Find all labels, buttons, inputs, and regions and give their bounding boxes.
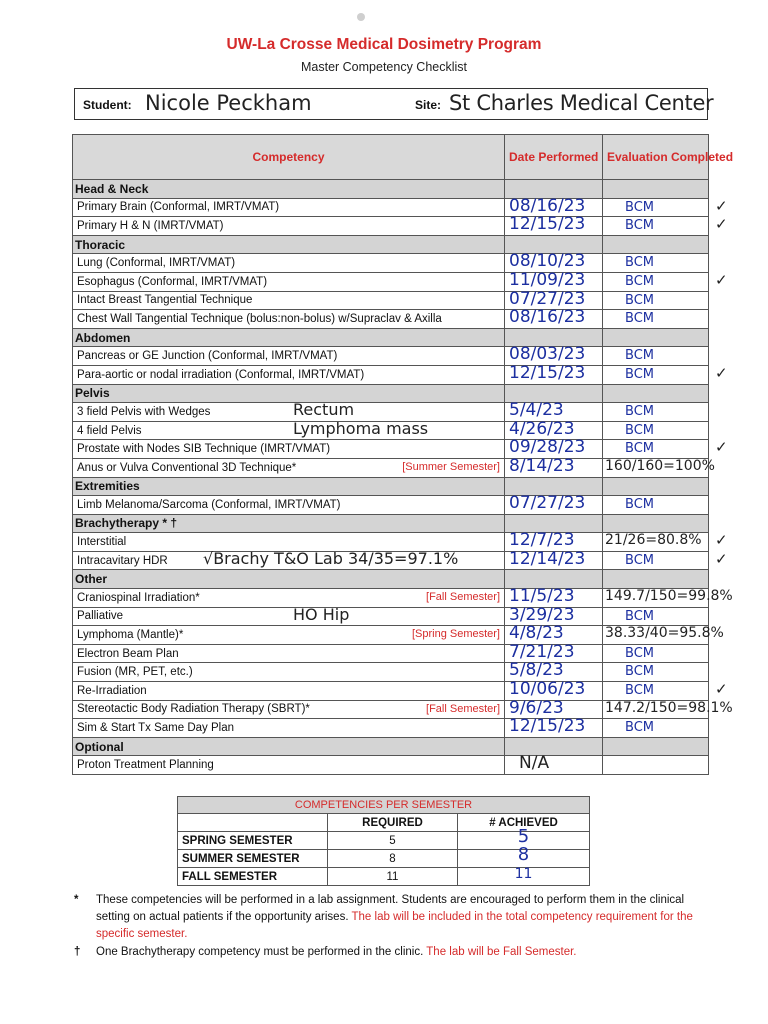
achieved-count-cell[interactable] bbox=[458, 844, 590, 868]
evaluation-cell[interactable] bbox=[603, 457, 715, 477]
handwritten-annotation: Rectum bbox=[293, 400, 355, 420]
date-performed-cell[interactable] bbox=[505, 307, 603, 329]
competency-label: Chest Wall Tangential Technique (bolus:non-bolus) w/Supraclav & Axilla bbox=[77, 312, 442, 325]
competency-row bbox=[73, 421, 709, 440]
competency-label: 4 field Pelvis bbox=[77, 424, 142, 437]
evaluator-initials: BCM bbox=[625, 664, 654, 680]
evaluation-cell[interactable] bbox=[603, 699, 733, 719]
check-mark-icon: ✓ bbox=[715, 196, 728, 215]
competency-row bbox=[73, 682, 709, 701]
date-performed: 3/29/23 bbox=[509, 604, 575, 625]
date-performed: 12/7/23 bbox=[509, 530, 575, 551]
semester-label: SPRING SEMESTER bbox=[178, 832, 328, 850]
date-performed: 12/15/23 bbox=[509, 362, 586, 383]
section-header-row bbox=[73, 180, 709, 199]
competency-cell bbox=[73, 365, 505, 384]
evaluation-cell[interactable] bbox=[603, 549, 728, 570]
competency-cell bbox=[73, 663, 505, 682]
site-label: Site: bbox=[415, 98, 442, 112]
competency-cell bbox=[73, 458, 505, 477]
competency-cell bbox=[73, 682, 505, 701]
check-mark-icon: ✓ bbox=[715, 270, 728, 289]
competency-label: Anus or Vulva Conventional 3D Technique* bbox=[77, 461, 297, 474]
dagger-symbol: † bbox=[74, 946, 81, 958]
competency-label: Electron Beam Plan bbox=[77, 647, 179, 660]
evaluator-initials: 21/26=80.8% bbox=[605, 532, 702, 549]
evaluator-initials: BCM bbox=[625, 441, 654, 457]
date-column-header: Date Performed bbox=[505, 135, 603, 180]
evaluation-cell[interactable] bbox=[603, 254, 709, 273]
competency-row bbox=[73, 700, 709, 719]
date-performed-cell[interactable] bbox=[505, 455, 603, 477]
date-performed: 09/28/23 bbox=[509, 437, 586, 458]
evaluation-cell[interactable] bbox=[603, 196, 728, 217]
site-name[interactable]: St Charles Medical Center bbox=[449, 91, 714, 115]
competency-cell bbox=[73, 700, 505, 719]
evaluator-initials: BCM bbox=[625, 273, 654, 289]
check-mark-icon: ✓ bbox=[715, 438, 728, 457]
section-header-row bbox=[73, 235, 709, 254]
competency-label: Limb Melanoma/Sarcoma (Conformal, IMRT/VMAT) bbox=[77, 498, 341, 511]
semester-table-title: COMPETENCIES PER SEMESTER bbox=[178, 797, 590, 814]
section-title: Other bbox=[73, 570, 505, 589]
competency-row bbox=[73, 756, 709, 775]
evaluator-initials: BCM bbox=[625, 292, 654, 308]
student-label: Student: bbox=[83, 98, 132, 112]
evaluation-cell[interactable] bbox=[603, 496, 709, 515]
asterisk-symbol: * bbox=[74, 894, 79, 906]
section-header-row bbox=[73, 477, 709, 496]
competency-label: Primary Brain (Conformal, IMRT/VMAT) bbox=[77, 201, 280, 214]
competency-label: Stereotactic Body Radiation Therapy (SBRT)* bbox=[77, 703, 310, 716]
date-performed: 08/10/23 bbox=[509, 251, 586, 272]
competency-cell bbox=[73, 548, 505, 570]
date-performed: 9/6/23 bbox=[509, 697, 564, 718]
evaluator-initials: 149.7/150=99.8% bbox=[605, 588, 733, 605]
date-performed: 4/8/23 bbox=[509, 623, 564, 644]
footnote-dagger-text: One Brachytherapy competency must be performed in the clinic. bbox=[96, 946, 424, 958]
section-eval-blank bbox=[603, 384, 709, 403]
competency-cell bbox=[73, 310, 505, 329]
evaluator-initials: BCM bbox=[625, 366, 654, 382]
semester-label: FALL SEMESTER bbox=[178, 868, 328, 886]
evaluation-cell[interactable] bbox=[603, 663, 709, 682]
section-header-row bbox=[73, 328, 709, 347]
footnote-dagger-red-text: The lab will be Fall Semester. bbox=[426, 946, 577, 958]
date-performed: 08/16/23 bbox=[509, 195, 586, 216]
section-eval-blank bbox=[603, 514, 709, 533]
date-performed: 10/06/23 bbox=[509, 679, 586, 700]
competency-label: Fusion (MR, PET, etc.) bbox=[77, 666, 193, 679]
date-performed: 5/8/23 bbox=[509, 660, 564, 681]
competency-label: Re-Irradiation bbox=[77, 684, 147, 697]
evaluation-cell[interactable] bbox=[603, 719, 709, 738]
competency-row bbox=[73, 272, 709, 291]
competency-label: Prostate with Nodes SIB Technique (IMRT/VMAT) bbox=[77, 443, 331, 456]
evaluation-cell[interactable] bbox=[603, 607, 709, 626]
evaluator-initials: BCM bbox=[625, 720, 654, 736]
date-performed-cell[interactable] bbox=[505, 753, 603, 775]
evaluator-initials: 160/160=100% bbox=[605, 457, 715, 474]
evaluation-cell[interactable] bbox=[603, 347, 709, 366]
check-mark-icon: ✓ bbox=[715, 363, 728, 382]
section-eval-blank bbox=[603, 328, 709, 347]
evaluator-initials: BCM bbox=[625, 497, 654, 513]
date-performed-cell[interactable] bbox=[505, 493, 603, 515]
evaluation-cell[interactable] bbox=[603, 644, 709, 663]
section-eval-blank bbox=[603, 477, 709, 496]
competency-label: Lymphoma (Mantle)* bbox=[77, 629, 184, 642]
competency-cell bbox=[73, 626, 505, 645]
achieved-count: 8 bbox=[517, 844, 530, 865]
competency-label: Esophagus (Conformal, IMRT/VMAT) bbox=[77, 275, 268, 288]
competency-cell bbox=[73, 254, 505, 273]
evaluator-initials: BCM bbox=[625, 199, 654, 215]
required-column-header: REQUIRED bbox=[328, 814, 458, 832]
evaluation-cell[interactable] bbox=[603, 531, 728, 552]
evaluator-initials: 38.33/40=95.8% bbox=[605, 625, 724, 642]
competency-row bbox=[73, 254, 709, 273]
check-mark-icon: ✓ bbox=[715, 531, 728, 550]
competency-row bbox=[73, 291, 709, 310]
table-header-row bbox=[73, 135, 709, 180]
competency-cell bbox=[73, 217, 505, 236]
section-title: Thoracic bbox=[73, 235, 505, 254]
competency-row bbox=[73, 663, 709, 682]
date-performed: 4/26/23 bbox=[509, 418, 575, 439]
section-header-row bbox=[73, 514, 709, 533]
competency-label: Sim & Start Tx Same Day Plan bbox=[77, 722, 235, 735]
section-header-row bbox=[73, 570, 709, 589]
evaluation-cell[interactable] bbox=[603, 588, 733, 608]
date-performed-cell[interactable] bbox=[505, 214, 603, 236]
section-eval-blank bbox=[603, 737, 709, 756]
competency-cell bbox=[73, 719, 505, 738]
competency-label: Primary H & N (IMRT/VMAT) bbox=[77, 219, 224, 232]
date-performed: 07/27/23 bbox=[509, 493, 586, 514]
competency-row bbox=[73, 198, 709, 217]
date-performed-cell[interactable] bbox=[505, 548, 603, 570]
competency-column-header: Competency bbox=[73, 135, 505, 180]
handwritten-annotation: √Brachy T&O Lab 34/35=97.1% bbox=[203, 548, 459, 568]
date-performed: 8/14/23 bbox=[509, 455, 575, 476]
competency-table bbox=[72, 134, 734, 775]
evaluator-initials: 147.2/150=98.1% bbox=[605, 699, 733, 716]
competency-cell bbox=[73, 440, 505, 459]
competency-label: Lung (Conformal, IMRT/VMAT) bbox=[77, 257, 236, 270]
evaluator-initials: BCM bbox=[625, 311, 654, 327]
section-eval-blank bbox=[603, 180, 709, 199]
date-performed: 12/14/23 bbox=[509, 548, 586, 569]
competency-cell bbox=[73, 347, 505, 366]
required-count: 8 bbox=[328, 850, 458, 868]
competency-label: Interstitial bbox=[77, 536, 127, 549]
competency-cell bbox=[73, 644, 505, 663]
semester-note: [Fall Semester] bbox=[426, 702, 500, 715]
punch-hole-mark bbox=[357, 13, 365, 21]
competency-row bbox=[73, 626, 709, 645]
competency-label: Para-aortic or nodal irradiation (Conformal, IMRT/VMAT) bbox=[77, 368, 365, 381]
competency-row bbox=[73, 458, 709, 477]
competency-row bbox=[73, 551, 709, 570]
student-name[interactable]: Nicole Peckham bbox=[145, 91, 312, 115]
semester-blank-header bbox=[178, 814, 328, 832]
competency-label: Craniospinal Irradiation* bbox=[77, 591, 200, 604]
date-performed: 11/5/23 bbox=[509, 586, 575, 607]
handwritten-annotation: HO Hip bbox=[293, 604, 350, 624]
semester-note: [Fall Semester] bbox=[426, 591, 500, 604]
competency-row bbox=[73, 440, 709, 459]
evaluation-cell[interactable] bbox=[603, 270, 728, 291]
date-performed: 11/09/23 bbox=[509, 269, 586, 290]
competency-cell bbox=[73, 400, 505, 422]
evaluation-cell[interactable] bbox=[603, 363, 728, 384]
competency-row bbox=[73, 719, 709, 738]
semester-row-fall bbox=[178, 868, 590, 886]
competency-row bbox=[73, 496, 709, 515]
evaluation-column-header: Evaluation Completed bbox=[603, 135, 709, 180]
date-performed: 08/16/23 bbox=[509, 307, 586, 328]
achieved-count: 11 bbox=[514, 866, 533, 882]
competency-label: Intact Breast Tangential Technique bbox=[77, 294, 253, 307]
evaluation-cell[interactable] bbox=[603, 310, 709, 329]
competency-cell bbox=[73, 418, 505, 440]
date-performed-cell[interactable] bbox=[505, 716, 603, 738]
evaluator-initials: BCM bbox=[625, 683, 654, 699]
competency-label: Pancreas or GE Junction (Conformal, IMRT/VMAT) bbox=[77, 350, 338, 363]
evaluator-initials: BCM bbox=[625, 645, 654, 661]
competency-row bbox=[73, 365, 709, 384]
competency-label: Intracavitary HDR bbox=[77, 554, 168, 567]
section-title: Pelvis bbox=[73, 384, 505, 403]
evaluator-initials: BCM bbox=[625, 608, 654, 624]
competency-cell bbox=[73, 589, 505, 608]
section-eval-blank bbox=[603, 570, 709, 589]
semester-row-summer bbox=[178, 850, 590, 868]
program-title: UW-La Crosse Medical Dosimetry Program bbox=[226, 36, 542, 53]
competency-row bbox=[73, 607, 709, 626]
competency-cell bbox=[73, 604, 505, 626]
section-title: Abdomen bbox=[73, 328, 505, 347]
semester-label: SUMMER SEMESTER bbox=[178, 850, 328, 868]
competency-cell bbox=[73, 496, 505, 515]
section-title: Brachytherapy * † bbox=[73, 514, 505, 533]
evaluation-cell[interactable] bbox=[603, 403, 709, 422]
date-performed-cell[interactable] bbox=[505, 362, 603, 384]
checklist-subtitle: Master Competency Checklist bbox=[300, 60, 468, 74]
evaluation-cell[interactable] bbox=[603, 438, 728, 459]
date-performed: 08/03/23 bbox=[509, 344, 586, 365]
evaluation-cell[interactable] bbox=[603, 625, 724, 645]
section-header-row bbox=[73, 384, 709, 403]
competency-row bbox=[73, 217, 709, 236]
section-title: Extremities bbox=[73, 477, 505, 496]
section-title: Head & Neck bbox=[73, 180, 505, 199]
section-header-row bbox=[73, 737, 709, 756]
check-mark-icon: ✓ bbox=[715, 549, 728, 568]
student-info-box bbox=[74, 88, 714, 120]
achieved-count: 5 bbox=[517, 826, 530, 847]
semester-note: [Summer Semester] bbox=[402, 460, 500, 473]
competency-row bbox=[73, 347, 709, 366]
competency-cell bbox=[73, 756, 505, 775]
evaluator-initials: BCM bbox=[625, 422, 654, 438]
competency-label: Palliative bbox=[77, 610, 124, 623]
check-mark-icon: ✓ bbox=[715, 215, 728, 234]
footnote-star-red-text: The lab will be included in the total competency requirement for the specific semester. bbox=[96, 911, 693, 940]
evaluator-initials: BCM bbox=[625, 404, 654, 420]
evaluator-initials: BCM bbox=[625, 552, 654, 568]
achieved-count-cell[interactable] bbox=[458, 868, 590, 886]
date-performed: 12/15/23 bbox=[509, 716, 586, 737]
required-count: 5 bbox=[328, 832, 458, 850]
competency-cell bbox=[73, 291, 505, 310]
required-count: 11 bbox=[328, 868, 458, 886]
semester-summary-table bbox=[177, 796, 590, 886]
competency-label: Proton Treatment Planning bbox=[77, 759, 214, 772]
evaluator-initials: BCM bbox=[625, 255, 654, 271]
competency-row bbox=[73, 644, 709, 663]
handwritten-annotation: Lymphoma mass bbox=[293, 418, 429, 438]
date-performed: N/A bbox=[519, 753, 550, 774]
date-performed: 7/21/23 bbox=[509, 641, 575, 662]
footnote-star bbox=[74, 892, 714, 944]
date-performed: 07/27/23 bbox=[509, 288, 586, 309]
footnote-dagger bbox=[74, 944, 714, 964]
competency-row bbox=[73, 589, 709, 608]
evaluator-initials: BCM bbox=[625, 348, 654, 364]
competency-label: 3 field Pelvis with Wedges bbox=[77, 405, 211, 418]
date-performed: 5/4/23 bbox=[509, 400, 564, 421]
evaluation-cell[interactable] bbox=[603, 756, 709, 775]
check-mark-icon: ✓ bbox=[715, 680, 728, 699]
evaluation-cell[interactable] bbox=[603, 215, 728, 236]
section-title: Optional bbox=[73, 737, 505, 756]
evaluation-cell[interactable] bbox=[603, 291, 709, 310]
evaluation-cell[interactable] bbox=[603, 680, 728, 701]
section-eval-blank bbox=[603, 235, 709, 254]
date-performed: 12/15/23 bbox=[509, 214, 586, 235]
evaluator-initials: BCM bbox=[625, 218, 654, 234]
competency-cell bbox=[73, 198, 505, 217]
achieved-column-header: # ACHIEVED bbox=[458, 814, 590, 832]
competency-row bbox=[73, 310, 709, 329]
footnote-star-text: These competencies will be performed in a lab assignment. Students are encouraged to perform them in the clinical setting on actual patients if the opportunity arises. bbox=[96, 894, 685, 923]
competency-cell bbox=[73, 272, 505, 291]
evaluation-cell[interactable] bbox=[603, 421, 709, 440]
semester-note: [Spring Semester] bbox=[411, 628, 500, 641]
